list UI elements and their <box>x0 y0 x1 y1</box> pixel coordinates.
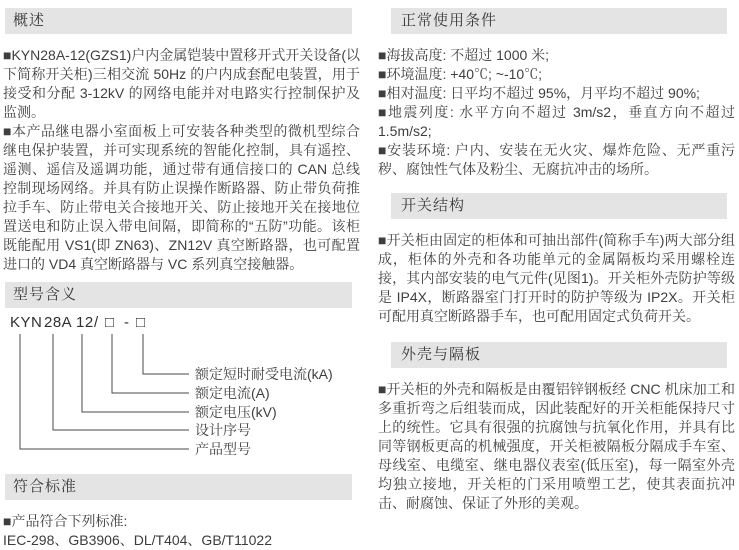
model-token-placeholder-box: □ <box>105 314 115 331</box>
condition-item: ■海拔高度: 不超过 1000 米; <box>378 47 550 63</box>
left-column <box>3 8 360 548</box>
model-label: 额定电流(A) <box>195 385 270 401</box>
model-token: 12 <box>76 314 94 331</box>
model-label: 设计序号 <box>195 422 251 438</box>
section-header-standards <box>5 474 352 500</box>
condition-item: ■安装环境: 户内、安装在无火灾、爆炸危险、无严重污秽、腐蚀性气体及粉尘、无腐抗冲击的场所。 <box>378 142 735 177</box>
overview-paragraph-2: ■本产品继电器小室面板上可安装各种类型的微机型综合继电保护装置，并可实现系统的智能化控制，具有遥控、遥测、遥信及遥调功能，通过带有通信接口的 CAN 总线控制现场网络。并具有防止误操作断路器、防止带负荷推拉手车、防止带电关合接地开关、防止接地开关在接地位置送电和防止误入带电间隔，即简称的“五防”功能。该柜既能配用 VS1(即 ZN63)、ZN12V 真空断路器，也可配置进口的 VD4 真空断路器与 VC 系列真空接触器。 <box>3 123 360 272</box>
model-token: 28A <box>44 314 73 331</box>
section-title: 概述 <box>13 12 46 29</box>
model-label: 产品型号 <box>195 441 251 457</box>
section-header-overview <box>5 8 352 34</box>
model-designation-diagram <box>5 314 360 466</box>
standards-list: IEC-298、GB3906、DL/T404、GB/T11022 <box>3 532 272 548</box>
section-title: 正常使用条件 <box>401 12 498 29</box>
model-label: 额定电压(kV) <box>195 404 277 420</box>
condition-item: ■相对温度: 日平均不超过 95%，月平均不超过 90%; <box>378 85 700 101</box>
section-title: 符合标准 <box>13 478 78 495</box>
section-header-enclosure-partitions <box>391 342 727 368</box>
model-token-dash: - <box>124 314 130 331</box>
model-token-slash: / <box>94 314 99 331</box>
condition-item: ■地震列度: 水平方向不超过 3m/s2，垂直方向不超过 1.5m/s2; <box>378 104 735 139</box>
section-title: 型号含义 <box>13 286 78 303</box>
section-title: 外壳与隔板 <box>401 346 482 363</box>
structure-paragraph: ■开关柜由固定的柜体和可抽出部件(简称手车)两大部分组成，柜体的外壳和各功能单元的金属隔板均采用螺栓连接，其内部安装的电气元件(见图1)。开关柜外壳防护等级是 IP4X，断路器室门打开时的防护等级为 IP2X。开关柜可配用真空断路器手车，也可配用固定式负荷开关。 <box>378 232 735 324</box>
section-header-switch-structure <box>391 193 727 219</box>
model-token: KYN <box>10 314 43 331</box>
overview-paragraph-1: ■KYN28A-12(GZS1)户内金属铠装中置移开式开关设备(以下简称开关柜)三相交流 50Hz 的户内成套配电装置，用于接受和分配 3-12kV 的网络电能并对电路实行控制保护及监测。 <box>3 47 360 120</box>
standards-lead: ■产品符合下列标准: <box>3 513 128 529</box>
right-column <box>378 8 735 527</box>
model-label: 额定短时耐受电流(kA) <box>195 366 333 382</box>
model-diagram-connectors <box>5 314 362 466</box>
model-token-placeholder-box: □ <box>136 314 146 331</box>
enclosure-paragraph: ■开关柜的外壳和隔板是由覆铝锌钢板经 CNC 机床加工和多重折弯之后组装而成，因此装配好的开关柜能保持尺寸上的统性。它具有很强的抗腐蚀与抗氧化作用，并具有比同等钢板更高的机械强度，开关柜被隔板分隔成手车室、母线室、电缆室、继电器仪表室(低压室)，每一隔室外壳均独立接地，开关柜的门采用喷塑工艺，使其表面抗冲击、耐腐蚀、保证了外形的美观。 <box>378 381 735 511</box>
section-title: 开关结构 <box>401 197 466 214</box>
condition-item: ■环境温度: +40℃; ~-10℃; <box>378 66 543 82</box>
section-header-model-meaning <box>5 282 352 308</box>
conditions-list <box>378 46 735 179</box>
section-header-conditions <box>391 8 727 34</box>
